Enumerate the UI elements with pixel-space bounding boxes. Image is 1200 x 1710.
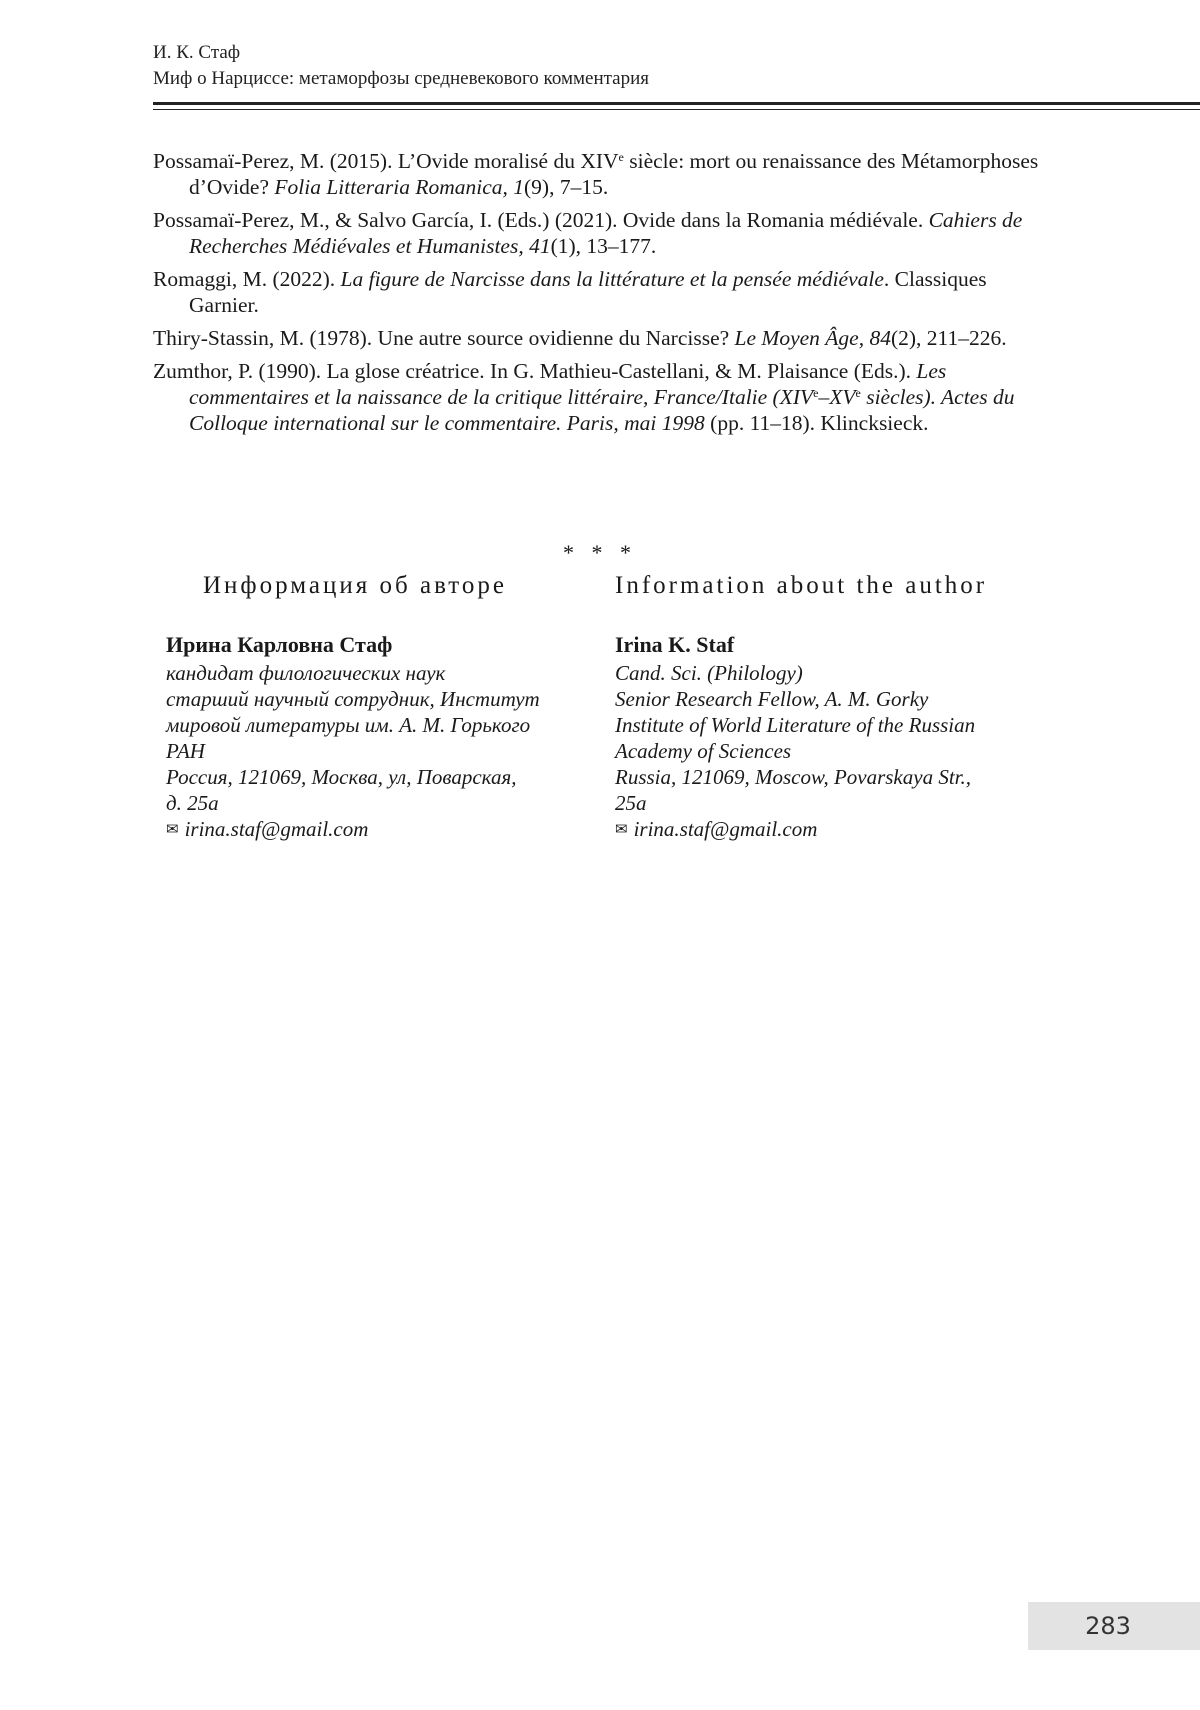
author-address: Россия, 121069, Москва, ул, Поварская, — [166, 765, 517, 789]
author-degree: Cand. Sci. (Philology) — [615, 661, 803, 685]
envelope-icon: ✉ — [166, 822, 179, 838]
section-separator: * * * — [563, 540, 637, 565]
author-position: Academy of Sciences — [615, 739, 792, 763]
author-position: мировой литературы им. А. М. Горького — [166, 713, 531, 737]
header-rule-thick — [153, 102, 1200, 105]
author-degree: кандидат филологических наук — [166, 661, 446, 685]
author-name: Ирина Карловна Стаф — [166, 632, 393, 657]
author-position: старший научный сотрудник, Институт — [166, 687, 540, 711]
author-info-ru — [166, 568, 590, 843]
running-header — [153, 40, 1200, 110]
reference-item: Thiry-Stassin, M. (1978). Une autre source ovidienne du Narcisse? Le Moyen Âge, 84(2), 211–226. — [153, 326, 1007, 350]
page-number-tab — [1028, 1602, 1200, 1650]
header-title: Миф о Нарциссе: метаморфозы средневекового комментария — [153, 68, 649, 89]
author-email-link[interactable]: irina.staf@gmail.com — [184, 817, 369, 841]
author-position: Institute of World Literature of the Russian — [615, 713, 976, 737]
author-position: Senior Research Fellow, A. M. Gorky — [615, 687, 929, 711]
reference-item: Zumthor, P. (1990). La glose créatrice. In G. Mathieu-Castellani, & M. Plaisance (Eds.). Les commentaires et la naissance de la critique littéraire, France/Italie (XIVe–XVe siècles). Actes du Colloque international sur le commentaire. Paris, mai 1998 (pp. 11–18). Klincksieck. — [153, 359, 1015, 435]
header-author: И. К. Стаф — [153, 42, 241, 63]
author-info-heading: Информация об авторе — [203, 572, 507, 599]
reference-list — [153, 148, 1048, 443]
author-address: д. 25а — [166, 791, 219, 815]
author-address: Russia, 121069, Moscow, Povarskaya Str., — [615, 765, 972, 789]
reference-item: Possamaï-Perez, M., & Salvo García, I. (Eds.) (2021). Ovide dans la Romania médiévale. Cahiers de Recherches Médiévales et Humanistes, 41(1), 13–177. — [153, 208, 1023, 258]
author-name: Irina K. Staf — [615, 632, 735, 657]
page-number: 283 — [1085, 1612, 1131, 1640]
author-info-en — [615, 568, 1055, 843]
author-info-heading: Information about the author — [615, 572, 988, 599]
envelope-icon: ✉ — [615, 822, 628, 838]
author-address: 25a — [615, 791, 647, 815]
header-rule-thin — [153, 109, 1200, 110]
author-email-link[interactable]: irina.staf@gmail.com — [633, 817, 818, 841]
reference-item: Possamaï-Perez, M. (2015). L’Ovide moralisé du XIVe siècle: mort ou renaissance des Métamorphoses d’Ovide? Folia Litteraria Romanica, 1(9), 7–15. — [153, 149, 1039, 199]
author-email — [615, 816, 1055, 843]
reference-item: Romaggi, M. (2022). La figure de Narcisse dans la littérature et la pensée médiévale. Classiques Garnier. — [153, 267, 987, 317]
author-email — [166, 816, 590, 843]
author-position: РАН — [166, 739, 205, 763]
